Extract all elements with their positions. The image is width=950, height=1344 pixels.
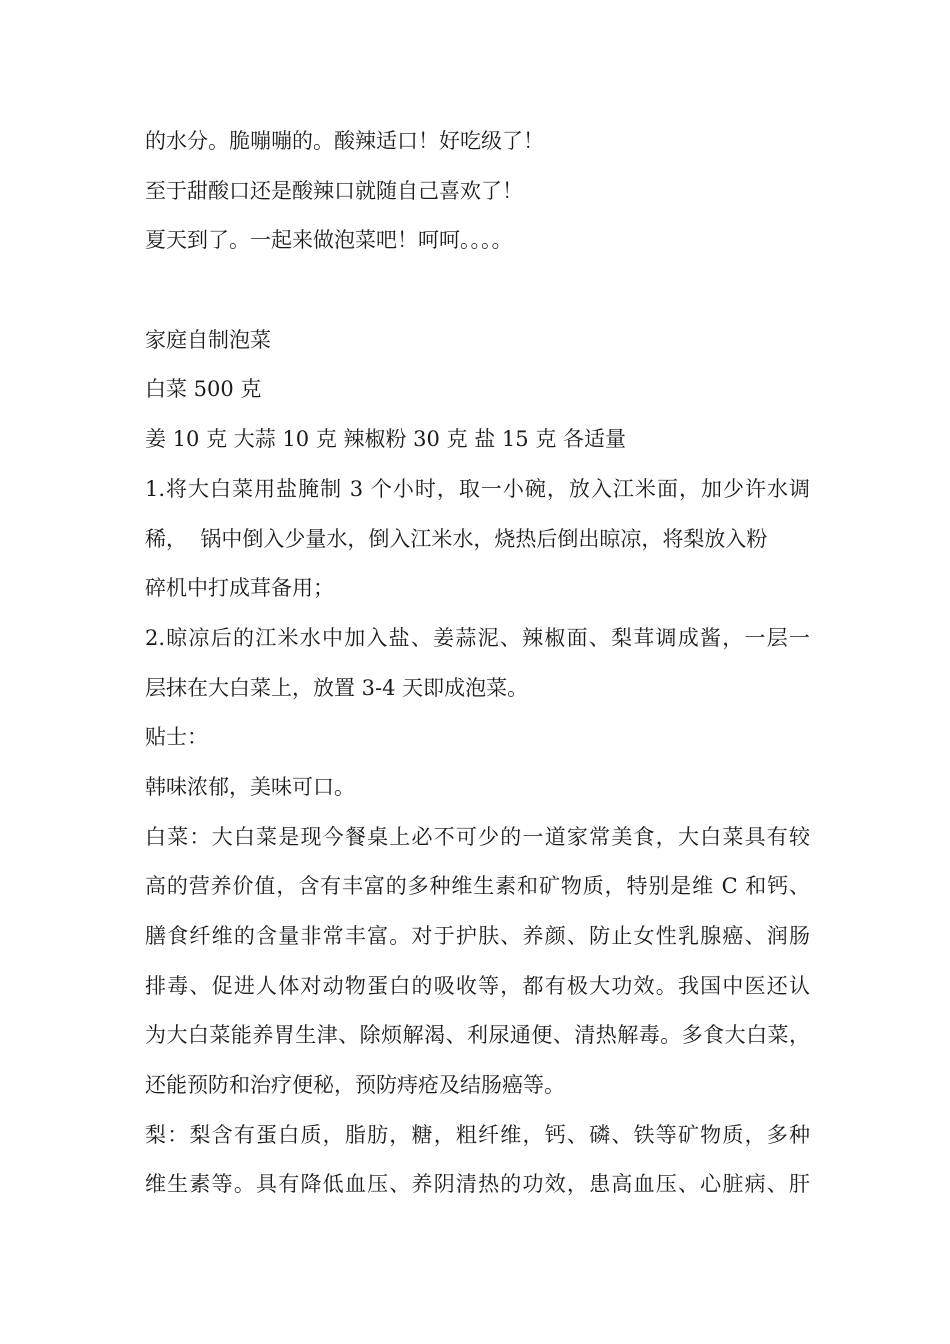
- intro-line: 的水分。脆嘣嘣的。酸辣适口！好吃级了！: [145, 129, 544, 153]
- document-body: [145, 117, 810, 1210]
- cabbage-note-line: 排毒、促进人体对动物蛋白的吸收等，都有极大功效。我国中医还认: [145, 973, 810, 998]
- main-ingredient: 白菜 500 克: [145, 377, 262, 402]
- cabbage-note-line: 高的营养价值，含有丰富的多种维生素和矿物质，特别是维 C 和钙、: [145, 874, 810, 899]
- intro-line: 夏天到了。一起来做泡菜吧！呵呵。。。。: [145, 228, 513, 253]
- step2-line: 层抹在大白菜上，放置 3-4 天即成泡菜。: [145, 675, 529, 700]
- tips-label: 贴士：: [145, 725, 208, 750]
- paragraph-gap: [145, 266, 810, 316]
- pear-note-line: 维生素等。具有降低血压、养阴清热的功效，患高血压、心脏病、肝: [145, 1172, 810, 1197]
- seasonings: 姜 10 克 大蒜 10 克 辣椒粉 30 克 盐 15 克 各适量: [145, 427, 626, 452]
- recipe-title: 家庭自制泡菜: [145, 327, 271, 352]
- cabbage-note-line: 为大白菜能养胃生津、除烦解渴、利尿通便、清热解毒。多食大白菜，: [145, 1023, 810, 1048]
- cabbage-note-line: 还能预防和治疗便秘，预防痔疮及结肠癌等。: [145, 1073, 565, 1098]
- step1-line: 稀， 锅中倒入少量水，倒入江米水，烧热后倒出晾凉，将梨放入粉: [145, 526, 768, 551]
- pear-note-line: 梨：梨含有蛋白质，脂肪，糖，粗纤维，钙、磷、铁等矿物质，多种: [145, 1122, 810, 1147]
- step2-line: 2.晾凉后的江米水中加入盐、姜蒜泥、辣椒面、梨茸调成酱，一层一: [145, 625, 810, 650]
- cabbage-note-line: 膳食纤维的含量非常丰富。对于护肤、养颜、防止女性乳腺癌、润肠: [145, 924, 810, 948]
- cabbage-note-line: 白菜：大白菜是现今餐桌上必不可少的一道家常美食，大白菜具有较: [145, 824, 810, 849]
- intro-line: 至于甜酸口还是酸辣口就随自己喜欢了！: [145, 178, 523, 203]
- step1-line: 1.将大白菜用盐腌制 3 个小时，取一小碗，放入江米面，加少许水调: [145, 476, 810, 501]
- tips-text: 韩味浓郁，美味可口。: [145, 774, 355, 799]
- step1-line: 碎机中打成茸备用；: [145, 576, 334, 601]
